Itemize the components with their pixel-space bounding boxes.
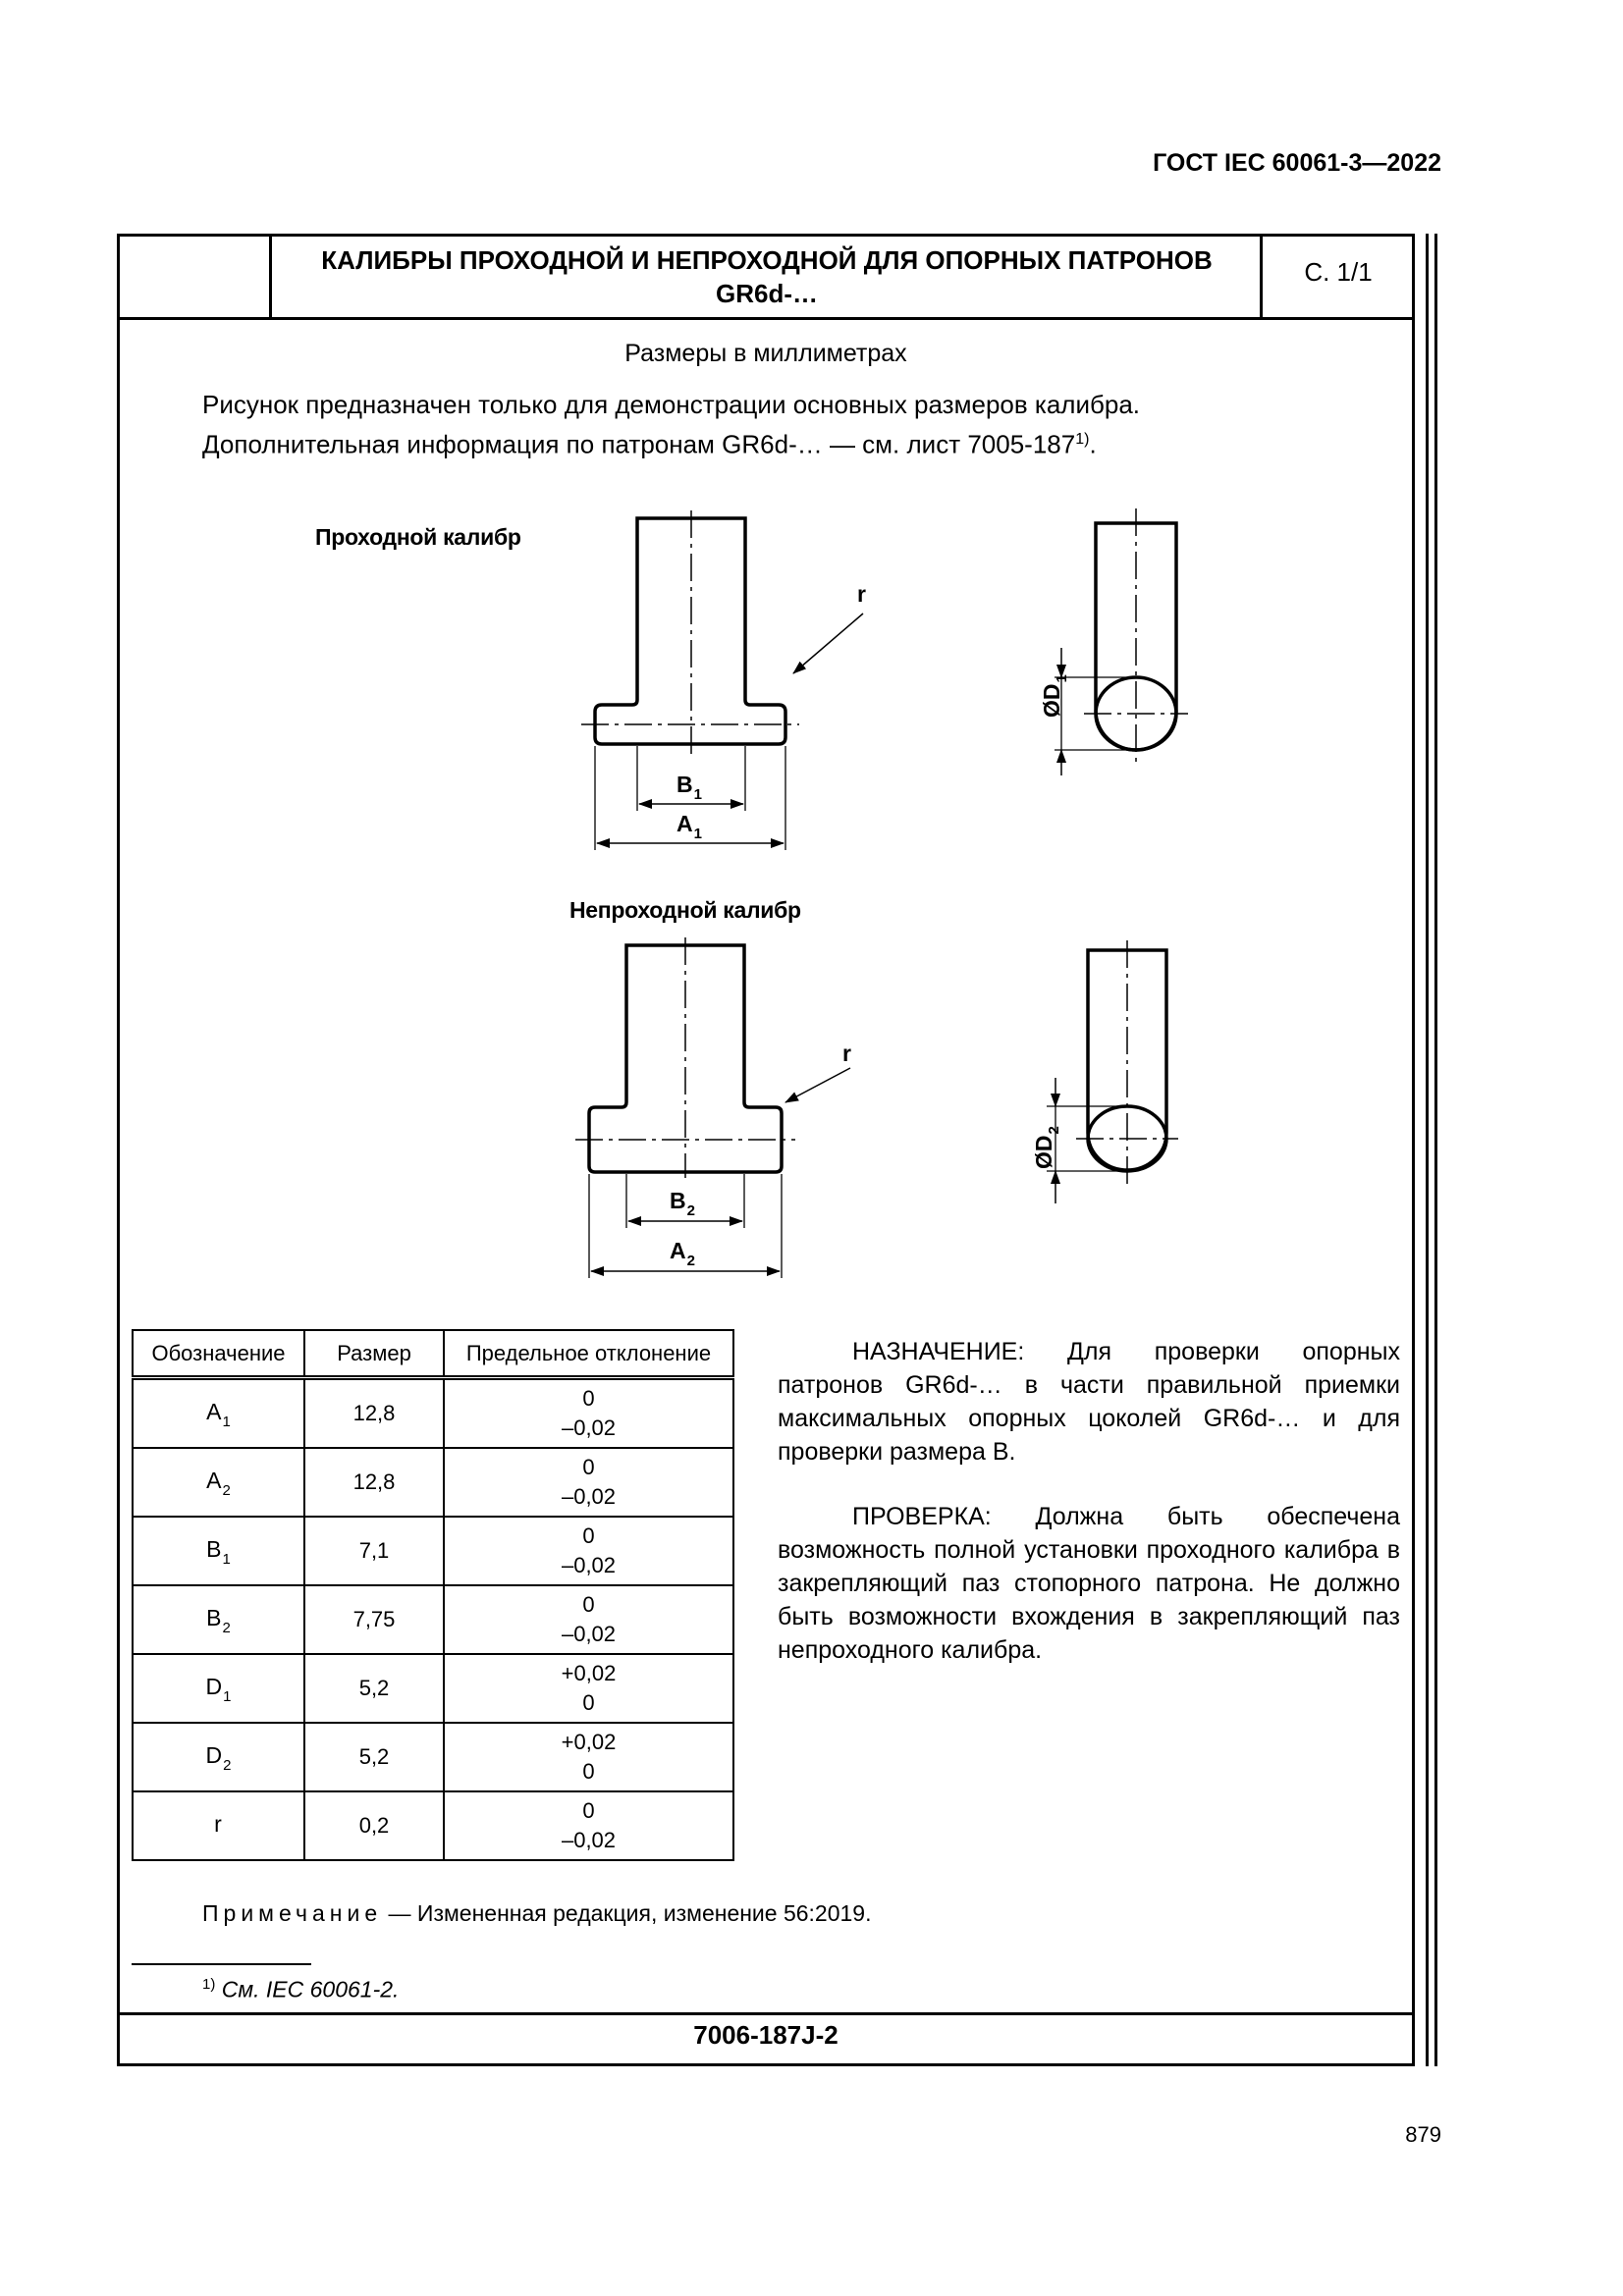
- designation-symbol: B: [206, 1605, 222, 1630]
- sheet-title-line-1: КАЛИБРЫ ПРОХОДНОЙ И НЕПРОХОДНОЙ ДЛЯ ОПОРНЫХ ПАТРОНОВ: [321, 245, 1213, 275]
- go-b1-symbol: B: [676, 772, 693, 797]
- sheet-code: 7006-187J-2: [693, 2020, 839, 2050]
- intro-line-1: Рисунок предназначен только для демонстрации основных размеров калибра.: [202, 390, 1141, 419]
- designation-subscript: 1: [222, 1551, 231, 1568]
- go-b1-label: [676, 772, 702, 803]
- upper-deviation: +0,02: [561, 1730, 617, 1754]
- table-header-row: [133, 1330, 733, 1378]
- table-row: [133, 1517, 733, 1585]
- designation-subscript: 1: [223, 1688, 232, 1705]
- standard-code: ГОСТ IEC 60061-3—2022: [1153, 149, 1441, 177]
- go-d1-symbol: ØD: [1039, 683, 1064, 718]
- go-gauge-end-view: [1055, 508, 1188, 775]
- nogo-d2-symbol: ØD: [1031, 1135, 1056, 1169]
- tolerance-cell: [444, 1723, 733, 1791]
- designation-symbol: D: [205, 1674, 223, 1699]
- check-paragraph: ПРОВЕРКА: Должна быть обеспечена возможность полной установки проходного калибра в закрепляющий паз стопорного патрона. Не должно быть возможности вхождения в закрепляющий паз непроходного калибра.: [778, 1503, 1400, 1664]
- footnote-text: См. IEC 60061-2.: [215, 1976, 400, 2002]
- designation-symbol: A: [206, 1399, 222, 1424]
- designation-cell: [133, 1517, 304, 1585]
- nogo-gauge-end-view: [1047, 940, 1178, 1203]
- go-radius-label: r: [857, 581, 866, 607]
- tolerance-cell: [444, 1791, 733, 1860]
- designation-subscript: 2: [222, 1482, 231, 1499]
- footnote: [202, 1976, 399, 2003]
- tolerance-cell: [444, 1378, 733, 1449]
- go-a1-label: [676, 811, 702, 842]
- sheet-title-line-2: GR6d-…: [716, 279, 818, 308]
- size-cell: 12,8: [304, 1378, 444, 1449]
- go-gauge-label: Проходной калибр: [315, 524, 521, 550]
- upper-deviation: +0,02: [561, 1661, 617, 1685]
- designation-cell: [133, 1448, 304, 1517]
- intro-line-2-end: .: [1089, 429, 1097, 459]
- size-cell: 0,2: [304, 1791, 444, 1860]
- upper-deviation: 0: [582, 1523, 595, 1548]
- designation-subscript: 2: [223, 1757, 232, 1774]
- nogo-d2-label: [1031, 1126, 1062, 1169]
- dimensions-note: Размеры в миллиметрах: [624, 340, 907, 367]
- intro-footnote-ref: 1): [1075, 431, 1090, 448]
- nogo-b2-sub: 2: [686, 1202, 695, 1219]
- table-row: [133, 1585, 733, 1654]
- tolerance-cell: [444, 1654, 733, 1723]
- page-number: 879: [1405, 2122, 1441, 2147]
- go-d1-label: [1039, 674, 1070, 718]
- upper-deviation: 0: [582, 1386, 595, 1411]
- designation-cell: [133, 1723, 304, 1791]
- table-row: [133, 1448, 733, 1517]
- designation-symbol: A: [206, 1468, 222, 1493]
- nogo-gauge-side-view: [575, 937, 850, 1278]
- lower-deviation: –0,02: [561, 1484, 617, 1509]
- lower-deviation: –0,02: [561, 1622, 617, 1646]
- column-header-designation: Обозначение: [133, 1330, 304, 1378]
- column-header-size: Размер: [304, 1330, 444, 1378]
- size-cell: 5,2: [304, 1723, 444, 1791]
- nogo-gauge-label: Непроходной калибр: [569, 897, 801, 923]
- go-d1-sub: 1: [1054, 674, 1070, 683]
- designation-subscript: 1: [222, 1414, 231, 1430]
- purpose-text: [778, 1335, 1400, 1698]
- go-a1-sub: 1: [693, 826, 702, 842]
- designation-symbol: D: [205, 1742, 223, 1768]
- dimensions-table: [132, 1329, 734, 1861]
- nogo-b2-label: [670, 1188, 695, 1219]
- tolerance-cell: [444, 1585, 733, 1654]
- lower-deviation: 0: [582, 1759, 595, 1784]
- size-cell: 7,75: [304, 1585, 444, 1654]
- tolerance-cell: [444, 1448, 733, 1517]
- nogo-a2-label: [670, 1238, 695, 1269]
- column-header-tolerance: Предельное отклонение: [444, 1330, 733, 1378]
- table-row: [133, 1791, 733, 1860]
- upper-deviation: 0: [582, 1455, 595, 1479]
- lower-deviation: –0,02: [561, 1553, 617, 1577]
- upper-deviation: 0: [582, 1592, 595, 1617]
- designation-cell: [133, 1378, 304, 1449]
- nogo-radius-label: r: [842, 1041, 851, 1066]
- purpose-paragraph: НАЗНАЧЕНИЕ: Для проверки опорных патронов GR6d-… в части правильной приемки максимальных опорных цоколей GR6d-… и для проверки размера B.: [778, 1338, 1400, 1466]
- nogo-a2-sub: 2: [686, 1253, 695, 1269]
- designation-cell: [133, 1585, 304, 1654]
- table-row: [133, 1723, 733, 1791]
- lower-deviation: 0: [582, 1690, 595, 1715]
- size-cell: 7,1: [304, 1517, 444, 1585]
- note: [202, 1900, 872, 1927]
- go-gauge-side-view: [581, 510, 863, 850]
- upper-deviation: 0: [582, 1798, 595, 1823]
- designation-subscript: 2: [222, 1620, 231, 1636]
- table-row: [133, 1654, 733, 1723]
- size-cell: 5,2: [304, 1654, 444, 1723]
- designation-symbol: B: [206, 1536, 222, 1562]
- designation-symbol: r: [214, 1811, 222, 1837]
- footer-divider: [117, 2012, 1415, 2015]
- lower-deviation: –0,02: [561, 1828, 617, 1852]
- note-text: — Измененная редакция, изменение 56:2019.: [382, 1900, 872, 1926]
- table-row: [133, 1378, 733, 1449]
- go-b1-sub: 1: [693, 786, 702, 803]
- go-a1-symbol: A: [676, 811, 693, 836]
- tolerance-cell: [444, 1517, 733, 1585]
- size-cell: 12,8: [304, 1448, 444, 1517]
- sheet-number: С. 1/1: [1304, 257, 1373, 287]
- designation-cell: [133, 1654, 304, 1723]
- designation-cell: [133, 1791, 304, 1860]
- nogo-a2-symbol: A: [670, 1238, 686, 1263]
- intro-line-2-text: Дополнительная информация по патронам GR6d-… — см. лист 7005-187: [202, 429, 1076, 459]
- nogo-d2-sub: 2: [1046, 1126, 1062, 1135]
- note-label: Примечание: [202, 1900, 383, 1926]
- nogo-b2-symbol: B: [670, 1188, 686, 1213]
- lower-deviation: –0,02: [561, 1415, 617, 1440]
- footnote-mark: 1): [202, 1976, 216, 1993]
- footnote-rule: [132, 1963, 311, 1965]
